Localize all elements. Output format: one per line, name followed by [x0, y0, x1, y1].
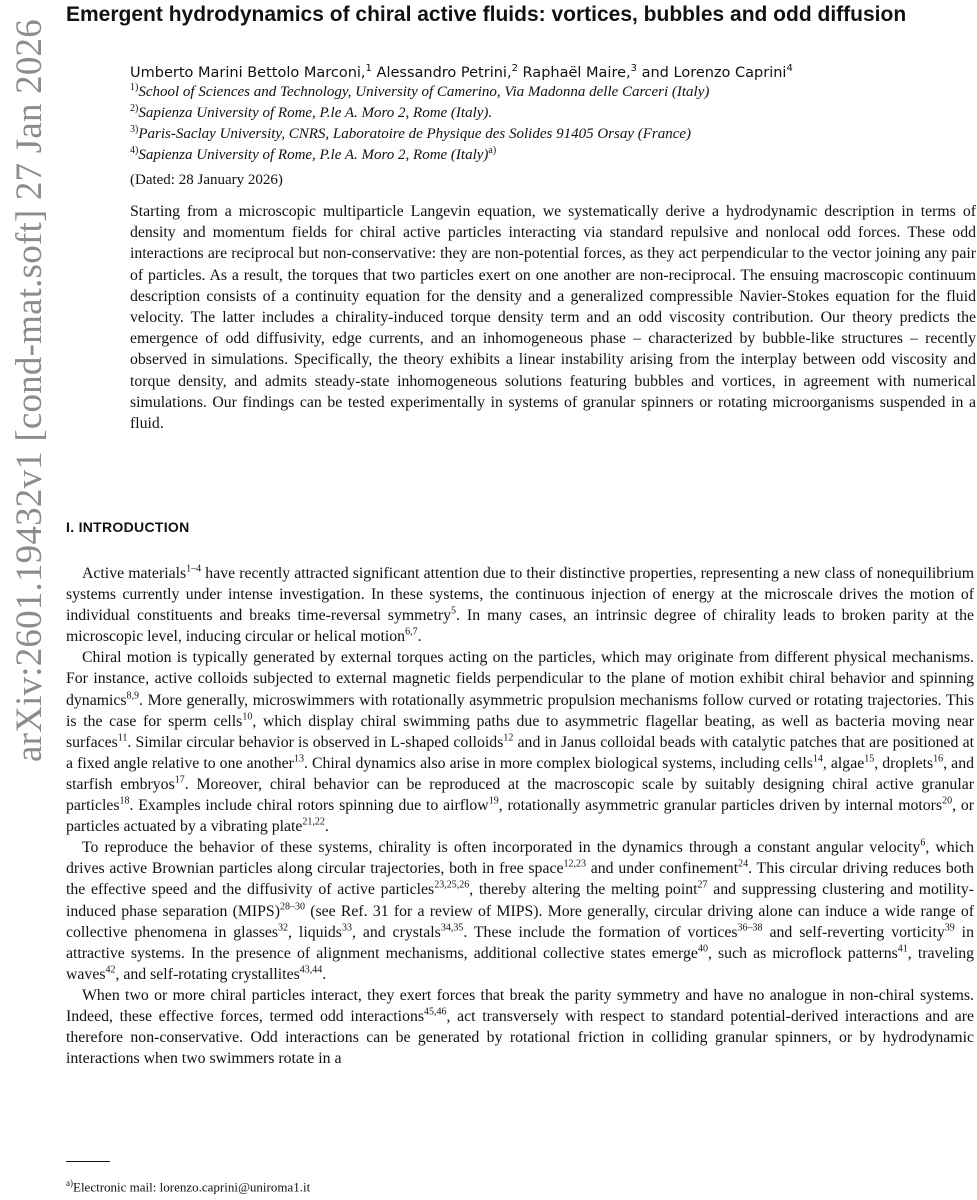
citation[interactable]: 6,7 [405, 627, 418, 639]
paper-title: Emergent hydrodynamics of chiral active fluids: vortices, bubbles and odd diffusion [66, 3, 907, 26]
author-conjunction: and [641, 64, 669, 81]
date-line: (Dated: 28 January 2026) [130, 172, 283, 188]
citation[interactable]: 39 [944, 922, 955, 934]
citation[interactable]: 13 [293, 753, 304, 765]
author-list [130, 63, 793, 81]
citation[interactable]: 6 [920, 837, 926, 849]
affiliation-text: Sapienza University of Rome, P.le A. Moro 2, Rome (Italy) [138, 147, 489, 163]
affiliation-text: Sapienza University of Rome, P.le A. Moro 2, Rome (Italy). [138, 105, 493, 121]
paragraph: When two or more chiral particles interact, they exert forces that break the parity symmetry and have no analogue in non-chiral systems. Indeed, these effective forces, termed odd interactions$^{45,46}$, act transversely with respect to standard potential-derived interactions and are therefore non-conservative. Odd interactions can be generated by rotational friction in colliding granular spinners, or by hydrodynamic interactions when two swimmers rotate in a [66, 986, 975, 1068]
affiliation-mark: 2) [130, 103, 139, 114]
footnote-marker: a) [488, 145, 497, 156]
citation[interactable]: 36–38 [737, 922, 763, 934]
citation[interactable]: 33 [341, 922, 352, 934]
citation[interactable]: 11 [117, 732, 128, 744]
citation[interactable]: 10 [242, 711, 253, 723]
affiliation-marker: 2 [511, 63, 518, 74]
introduction-body [66, 563, 974, 1069]
citation[interactable]: 17 [174, 774, 185, 786]
citation[interactable]: 8,9 [126, 690, 140, 702]
citation[interactable]: 16 [933, 753, 944, 765]
citation[interactable]: 19 [488, 795, 499, 807]
affiliation-mark: 3) [130, 124, 139, 135]
paragraph: To reproduce the behavior of these systems, chirality is often incorporated in the dynamics through a constant angular velocity$^6$, which drives active Brownian particles along circular trajectories, both in free space$^{12,23}$ and under confinement$^{24}$. This circular driving reduces both the effective speed and the diffusivity of active particles$^{23,25,26}$, thereby altering the melting point$^{27}$ and suppressing clustering and motility-induced phase separation (MIPS)$^{28-30}$ (see Ref. 31 for a review of MIPS). More generally, circular driving alone can induce a wide range of collective phenomena in glasses$^{32}$, liquids$^{33}$, and crystals$^{34,35}$. These include the formation of vortices$^{36-38}$ and self-reverting vorticity$^{39}$ in attractive systems. In the presence of alignment mechanisms, additional collective states emerge$^{40}$, such as microflock patterns$^{41}$, traveling waves$^{42}$, and self-rotating crystallites$^{43,44}$. [66, 837, 975, 983]
affiliation-1 [130, 82, 709, 101]
footnote-mark: a) [66, 1178, 73, 1188]
citation[interactable]: 24 [738, 859, 749, 871]
citation[interactable]: 42 [105, 964, 116, 976]
citation[interactable]: 12,23 [563, 859, 586, 871]
citation[interactable]: 20 [942, 795, 953, 807]
citation[interactable]: 1–4 [186, 563, 202, 575]
citation[interactable]: 43,44 [299, 964, 323, 976]
affiliation-text: Paris-Saclay University, CNRS, Laboratoire de Physique des Solides 91405 Orsay (France) [138, 126, 692, 142]
citation[interactable]: 21,22 [302, 816, 325, 828]
citation[interactable]: 40 [697, 943, 708, 955]
author-name: Lorenzo Caprini [673, 64, 787, 81]
footnote [66, 1178, 310, 1195]
citation[interactable]: 15 [864, 753, 875, 765]
section-heading-introduction: I. INTRODUCTION [66, 519, 190, 535]
citation[interactable]: 34,35 [440, 922, 464, 934]
abstract: Starting from a microscopic multiparticle Langevin equation, we systematically derive a hydrodynamic description in terms of density and momentum fields for chiral active particles interacting via standard repulsive and nonlocal odd forces. These odd interactions are reciprocal but non-conservative: they are non-potential forces, as they act perpendicular to the vector joining any pair of particles. As a result, the torques that two particles exert on one another are non-reciprocal. The ensuing macroscopic continuum description consists of a continuity equation for the density and a generalized compressible Navier-Stokes equation for the fluid velocity. The latter includes a chirality-induced torque density term and an odd viscosity contribution. Our theory predicts the emergence of odd diffusivity, edge currents, and an inhomogeneous phase – characterized by bubble-like structures – recently observed in simulations. Specifically, the theory exhibits a linear instability arising from the interplay between odd viscosity and torque density, and admits steady-state inhomogeneous solutions featuring bubbles and vortices, in agreement with numerical simulations. Our findings can be tested experimentally in systems of granular spinners or rotating microorganisms suspended in a fluid. [130, 203, 976, 433]
citation[interactable]: 32 [278, 922, 289, 934]
citation[interactable]: 5 [451, 605, 456, 617]
affiliation-mark: 1) [130, 82, 139, 93]
author-name: Alessandro Petrini, [376, 64, 512, 81]
author-name: Umberto Marini Bettolo Marconi, [130, 64, 366, 81]
footnote-divider [66, 1161, 110, 1162]
citation[interactable]: 41 [897, 943, 908, 955]
footnote-text: Electronic mail: lorenzo.caprini@uniroma1.it [73, 1179, 311, 1195]
affiliation-mark: 4) [130, 145, 139, 156]
affiliation-marker: 3 [630, 63, 637, 74]
arxiv-identifier-stamp: arXiv:2601.19432v1 [cond-mat.soft] 27 Jan 2026 [9, 19, 50, 762]
affiliation-text: School of Sciences and Technology, University of Camerino, Via Madonna delle Carceri (Italy) [138, 84, 710, 100]
paragraph: Active materials$^{1-4}$ have recently attracted significant attention due to their distinctive properties, representing a new class of nonequilibrium systems currently under intense investigation. In these systems, the continuous injection of energy at the microscale drives the motion of individual constituents and breaks time-reversal symmetry$^5$. In many cases, an intrinsic degree of chirality leads to broken parity at the microscopic level, inducing circular or helical motion$^{6,7}$. [66, 563, 975, 646]
citation[interactable]: 28–30 [279, 901, 305, 913]
affiliation-marker: 1 [365, 63, 372, 74]
citation[interactable]: 27 [697, 880, 708, 892]
citation[interactable]: 18 [119, 795, 130, 807]
affiliation-marker: 4 [786, 63, 793, 74]
citation[interactable]: 23,25,26 [434, 880, 470, 892]
citation[interactable]: 14 [812, 753, 823, 765]
paragraph: Chiral motion is typically generated by external torques acting on the particles, which may originate from different physical mechanisms. For instance, active colloids subjected to external magnetic fields perpendicular to the plane of motion exhibit chiral behavior and spinning dynamics$^{8,9}$. More generally, microswimmers with rotationally asymmetric propulsion mechanisms follow curved or rotating trajectories. This is the case for sperm cells$^{10}$, which display chiral swimming paths due to asymmetric flagellar beating, as well as bacteria moving near surfaces$^{11}$. Similar circular behavior is observed in L-shaped colloids$^{12}$ and in Janus colloidal beads with catalytic patches that are positioned at a fixed angle relative to one another$^{13}$. Chiral dynamics also arise in more complex biological systems, including cells$^{14}$, algae$^{15}$, droplets$^{16}$, and starfish embryos$^{17}$. Moreover, chiral behavior can be reproduced at the macroscopic scale by suitably designing chiral active granular particles$^{18}$. Examples include chiral rotors spinning due to airflow$^{19}$, rotationally asymmetric granular particles driven by internal motors$^{20}$, or particles actuated by a vibrating plate$^{21,22}$. [66, 649, 974, 836]
affiliation-3 [130, 124, 691, 143]
citation[interactable]: 12 [503, 732, 514, 744]
author-name: Raphaël Maire, [522, 64, 631, 81]
affiliation-4 [130, 145, 496, 164]
affiliation-2 [130, 103, 492, 122]
citation[interactable]: 45,46 [424, 1006, 447, 1018]
